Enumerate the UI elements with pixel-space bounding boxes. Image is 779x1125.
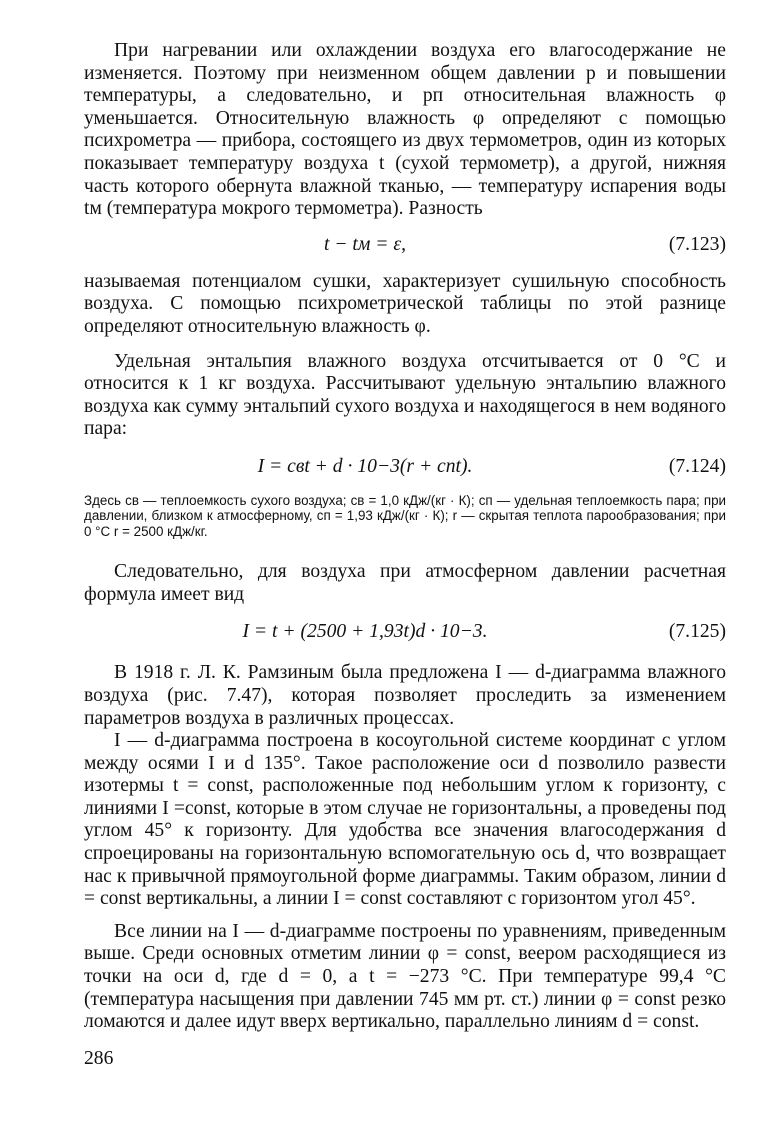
paragraph-psychrometer: При нагревании или охлаждении воздуха его влагосодержание не изменяется. Поэтому при неизменном общем давлении p и повышении температуры, а следовательно, и pп относительная влажность φ уменьшается. Относительную влажность φ определяют с помощью психрометра — прибора, состоящего из двух термометров, один из которых показывает температуру воздуха t (сухой термометр), а другой, нижняя часть которого обернута влажной тканью, — температуру испарения воды tм (температура мокрого термометра). Разность [84, 40, 726, 220]
formula-number: (7.123) [668, 233, 726, 255]
page-number: 286 [84, 1047, 114, 1069]
formula-expression: t − tм = ε, [323, 233, 407, 255]
page-content [84, 36, 726, 1070]
paragraph-ramzin: В 1918 г. Л. К. Рамзиным была предложена I — d-диаграмма влажного воздуха (рис. 7.47), которая позволяет проследить за изменением параметров воздуха в различных процессах. [84, 662, 726, 729]
formula-7-123 [84, 229, 726, 261]
paragraph-drying-potential: называемая потенциалом сушки, характеризует сушильную способность воздуха. С помощью психрометрической таблицы по этой разнице определяют относительную влажность φ. [84, 270, 726, 337]
formula-number: (7.125) [668, 621, 726, 643]
paragraph-lines: Все линии на I — d-диаграмме построены по уравнениям, приведенным выше. Среди основных отметим линии φ = const, веером расходящиеся из точки на оси d, где d = 0, а t = −273 °С. При температуре 99,4 °С (температура насыщения при давлении 745 мм рт. ст.) линии φ = const резко ломаются и далее идут вверх вертикально, параллельно линиям d = const. [84, 920, 726, 1033]
formula-expression: I = t + (2500 + 1,93t)d · 10−3. [242, 621, 488, 643]
paragraph-id-diagram: I — d-диаграмма построена в косоугольной системе координат с углом между осями I и d 135°. Такое расположение оси d позволило развести изотермы t = const, расположенные под небольшим углом к горизонту, с линиями I =const, которые в этом случае не горизонтальны, а проведены под углом 45° к горизонту. Для удобства все значения влагосодержания d спроецированы на горизонтальную вспомогательную ось d, что возвращает нас к привычной прямоугольной форме диаграммы. Таким образом, линии d = const вертикальны, а линии I = const составляют с горизонтом угол 45°. [84, 730, 726, 910]
footnote-definitions: Здесь cв — теплоемкость сухого воздуха; cв = 1,0 кДж/(кг · К); cп — удельная теплоемкость пара; при давлении, близком к атмосферному, cп = 1,93 кДж/(кг · К); r — скрытая теплота парообразования; при 0 °С r = 2500 кДж/кг. [84, 492, 726, 539]
paragraph-enthalpy: Удельная энтальпия влажного воздуха отсчитывается от 0 °С и относится к 1 кг воздуха. Рассчитывают удельную энтальпию влажного воздуха как сумму энтальпий сухого воздуха и находящегося в нем водяного пара: [84, 350, 726, 440]
formula-expression: I = cвt + d · 10−3(r + cпt). [257, 455, 473, 477]
formula-number: (7.124) [668, 455, 726, 477]
formula-7-125 [84, 616, 726, 648]
formula-7-124 [84, 451, 726, 483]
paragraph-atmospheric: Следовательно, для воздуха при атмосферном давлении расчетная формула имеет вид [84, 561, 726, 605]
